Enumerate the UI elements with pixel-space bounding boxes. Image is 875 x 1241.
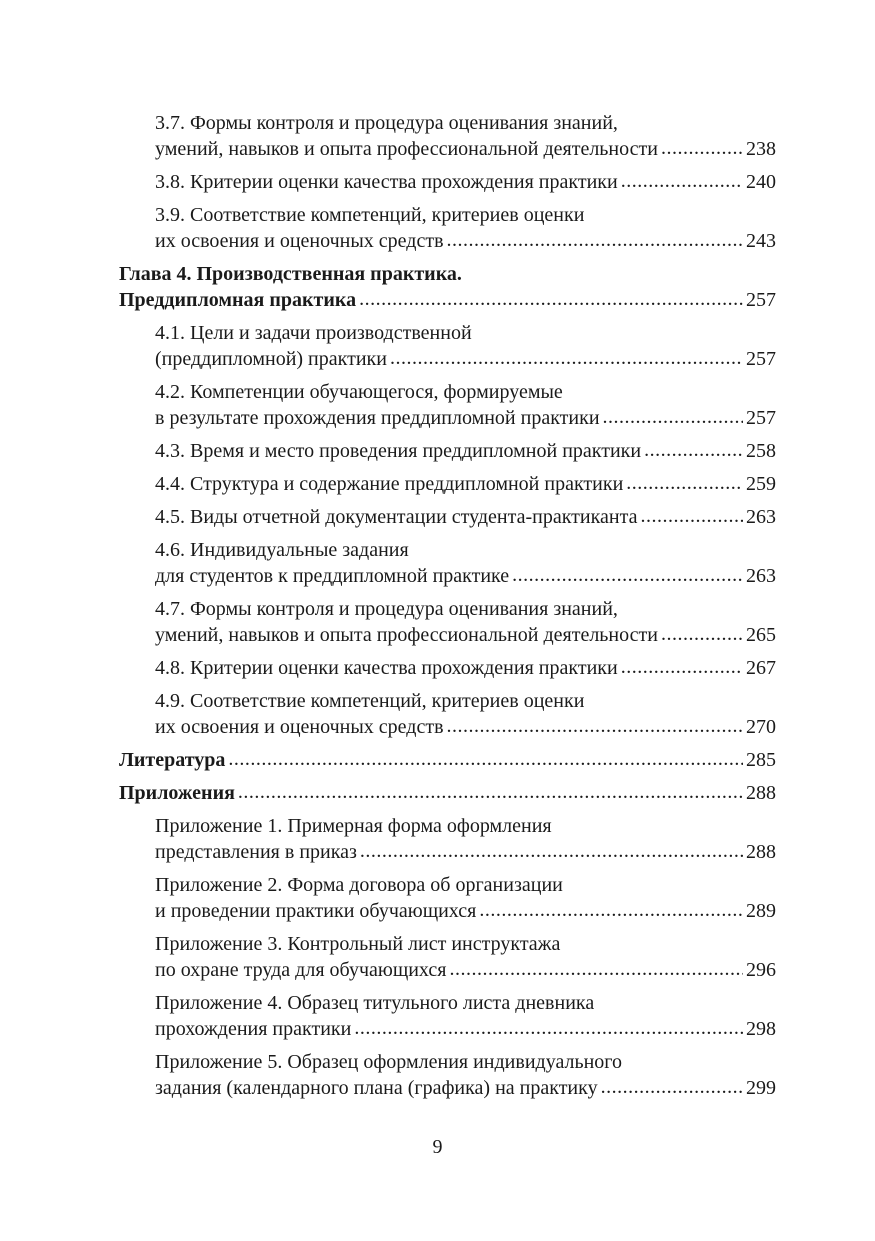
toc-entry-line: Приложение 2. Форма договора об организации xyxy=(155,874,563,896)
toc-section-entry xyxy=(119,379,776,431)
toc-chapter-entry xyxy=(119,747,776,773)
toc-entry-title: по охране труда для обучающихся xyxy=(155,959,447,981)
toc-section-entry xyxy=(119,872,776,924)
toc-section-entry xyxy=(119,655,776,681)
toc-entry-title: умений, навыков и опыта профессиональной деятельности xyxy=(155,138,658,160)
dot-leader xyxy=(390,345,743,371)
toc-section-entry xyxy=(119,931,776,983)
dot-leader xyxy=(661,135,743,161)
toc-entry-title: 3.8. Критерии оценки качества прохождения практики xyxy=(155,171,618,193)
toc-entry-line: 3.9. Соответствие компетенций, критериев оценки xyxy=(155,204,585,226)
toc-page-number: 289 xyxy=(746,900,776,922)
dot-leader xyxy=(621,168,743,194)
toc-page-number: 238 xyxy=(746,138,776,160)
toc-entry-title: их освоения и оценочных средств xyxy=(155,716,444,738)
page-number: 9 xyxy=(432,1136,443,1158)
toc-entry-title: в результате прохождения преддипломной практики xyxy=(155,407,600,429)
toc-entry-title: умений, навыков и опыта профессиональной деятельности xyxy=(155,624,658,646)
dot-leader xyxy=(228,746,743,772)
dot-leader xyxy=(479,897,743,923)
toc-entry-line: 3.7. Формы контроля и процедура оценивания знаний, xyxy=(155,112,618,134)
toc-page-number: 263 xyxy=(746,506,776,528)
dot-leader xyxy=(640,503,743,529)
toc-page-number: 288 xyxy=(746,782,776,804)
toc-entry-line: Глава 4. Производственная практика. xyxy=(119,263,462,285)
toc-entry-leader-line xyxy=(155,839,776,865)
toc-page-number: 263 xyxy=(746,565,776,587)
toc-entry-line: 4.9. Соответствие компетенций, критериев оценки xyxy=(155,690,585,712)
toc-entry-title: их освоения и оценочных средств xyxy=(155,230,444,252)
toc-entry-leader-line xyxy=(155,346,776,372)
toc-section-entry xyxy=(119,110,776,162)
dot-leader xyxy=(661,621,743,647)
toc-section-entry xyxy=(119,504,776,530)
toc-entry-line: Приложение 5. Образец оформления индивидуального xyxy=(155,1051,623,1073)
toc-chapter-entry xyxy=(119,261,776,313)
toc-entry-line: Приложение 4. Образец титульного листа дневника xyxy=(155,992,595,1014)
toc-entry-leader-line xyxy=(155,1075,776,1101)
toc-page-number: 296 xyxy=(746,959,776,981)
toc-page-number: 288 xyxy=(746,841,776,863)
toc-entry-leader-line xyxy=(155,169,776,195)
toc-entry-title: задания (календарного плана (графика) на практику xyxy=(155,1077,598,1099)
toc-section-entry xyxy=(119,537,776,589)
toc-section-entry xyxy=(119,169,776,195)
dot-leader xyxy=(512,562,743,588)
toc-page-number: 299 xyxy=(746,1077,776,1099)
toc-chapter-entry xyxy=(119,780,776,806)
toc-entry-line: 4.1. Цели и задачи производственной xyxy=(155,322,472,344)
toc-entry-leader-line xyxy=(155,228,776,254)
dot-leader xyxy=(449,956,743,982)
toc-page-number: 285 xyxy=(746,749,776,771)
toc-entry-title: (преддипломной) практики xyxy=(155,348,387,370)
dot-leader xyxy=(601,1074,743,1100)
toc-entry-leader-line xyxy=(155,471,776,497)
toc-section-entry xyxy=(119,438,776,464)
toc-page-number: 243 xyxy=(746,230,776,252)
dot-leader xyxy=(354,1015,743,1041)
dot-leader xyxy=(360,838,743,864)
toc-section-entry xyxy=(119,320,776,372)
dot-leader xyxy=(447,713,743,739)
toc-entry-leader-line xyxy=(155,957,776,983)
toc-entry-line: 4.6. Индивидуальные задания xyxy=(155,539,409,561)
toc-entry-leader-line xyxy=(155,438,776,464)
toc-entry-leader-line xyxy=(155,405,776,431)
toc-page-number: 257 xyxy=(746,407,776,429)
toc-entry-leader-line xyxy=(119,287,776,313)
dot-leader xyxy=(621,654,743,680)
toc-page-number: 265 xyxy=(746,624,776,646)
toc-page-number: 258 xyxy=(746,440,776,462)
dot-leader xyxy=(447,227,743,253)
dot-leader xyxy=(238,779,743,805)
toc-entry-leader-line xyxy=(155,898,776,924)
toc-entry-leader-line xyxy=(155,563,776,589)
dot-leader xyxy=(626,470,743,496)
toc-section-entry xyxy=(119,688,776,740)
dot-leader xyxy=(603,404,743,430)
toc-entry-title: 4.8. Критерии оценки качества прохождения практики xyxy=(155,657,618,679)
toc-entry-title: Приложения xyxy=(119,782,235,804)
toc-entry-leader-line xyxy=(119,747,776,773)
toc-section-entry xyxy=(119,471,776,497)
toc-entry-title: Литература xyxy=(119,749,226,771)
toc-entry-title: и проведении практики обучающихся xyxy=(155,900,477,922)
toc-entry-leader-line xyxy=(155,622,776,648)
toc-entry-leader-line xyxy=(155,136,776,162)
toc-entry-title: представления в приказ xyxy=(155,841,357,863)
toc-section-entry xyxy=(119,990,776,1042)
toc-entry-line: 4.7. Формы контроля и процедура оценивания знаний, xyxy=(155,598,618,620)
toc-entry-title: 4.3. Время и место проведения преддипломной практики xyxy=(155,440,642,462)
toc-page-number: 257 xyxy=(746,289,776,311)
toc-entry-title: 4.5. Виды отчетной документации студента-практиканта xyxy=(155,506,638,528)
toc-entry-leader-line xyxy=(155,655,776,681)
toc-entry-leader-line xyxy=(155,1016,776,1042)
toc-entry-leader-line xyxy=(119,780,776,806)
table-of-contents xyxy=(119,110,776,1108)
toc-entry-line: Приложение 3. Контрольный лист инструктажа xyxy=(155,933,561,955)
dot-leader xyxy=(644,437,743,463)
dot-leader xyxy=(359,286,743,312)
toc-page-number: 270 xyxy=(746,716,776,738)
toc-entry-leader-line xyxy=(155,504,776,530)
toc-page-number: 240 xyxy=(746,171,776,193)
toc-section-entry xyxy=(119,813,776,865)
toc-page-number: 298 xyxy=(746,1018,776,1040)
toc-entry-title: Преддипломная практика xyxy=(119,289,357,311)
toc-entry-title: 4.4. Структура и содержание преддипломной практики xyxy=(155,473,624,495)
toc-section-entry xyxy=(119,1049,776,1101)
toc-entry-line: 4.2. Компетенции обучающегося, формируемые xyxy=(155,381,563,403)
toc-entry-line: Приложение 1. Примерная форма оформления xyxy=(155,815,552,837)
toc-entry-title: прохождения практики xyxy=(155,1018,352,1040)
toc-section-entry xyxy=(119,596,776,648)
toc-page-number: 267 xyxy=(746,657,776,679)
toc-entry-leader-line xyxy=(155,714,776,740)
toc-page-number: 257 xyxy=(746,348,776,370)
toc-section-entry xyxy=(119,202,776,254)
toc-entry-title: для студентов к преддипломной практике xyxy=(155,565,510,587)
toc-page-number: 259 xyxy=(746,473,776,495)
